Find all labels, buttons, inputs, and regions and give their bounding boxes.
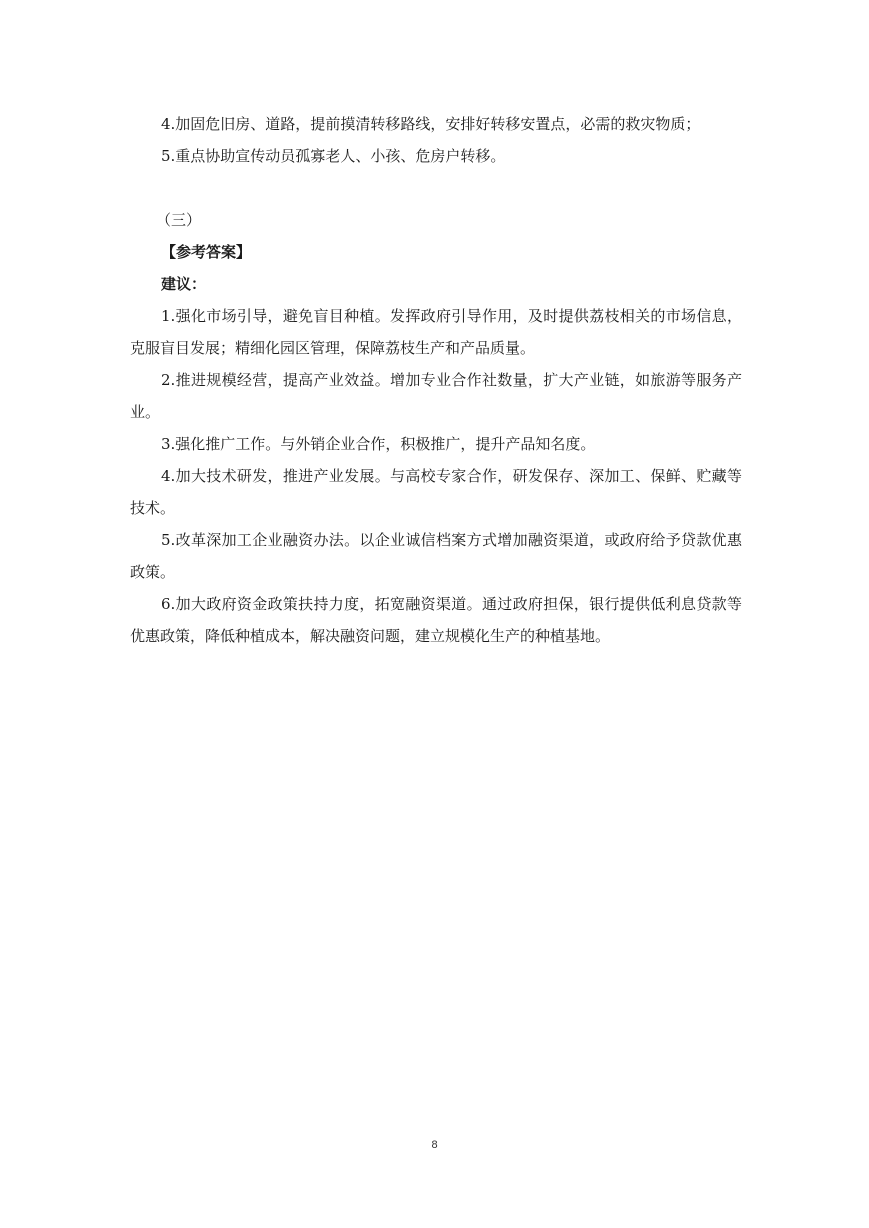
paragraph-item-5: 5.重点协助宣传动员孤寡老人、小孩、危房户转移。 — [161, 147, 506, 165]
suggestion-2: 2.推进规模经营，提高产业效益。增加专业合作社数量，扩大产业链，如旅游等服务产业。 — [130, 371, 742, 421]
suggestion-5: 5.改革深加工企业融资办法。以企业诚信档案方式增加融资渠道，或政府给予贷款优惠政策。 — [130, 531, 742, 581]
paragraph-item-4: 4.加固危旧房、道路，提前摸清转移路线，安排好转移安置点，必需的救灾物质； — [161, 115, 701, 133]
page-number: 8 — [431, 1139, 438, 1151]
answer-heading: 【参考答案】 — [161, 243, 252, 261]
paragraph-gap — [130, 172, 742, 204]
suggestion-heading: 建议： — [161, 275, 207, 293]
suggestion-1: 1.强化市场引导，避免盲目种植。发挥政府引导作用，及时提供荔枝相关的市场信息，克服盲目发展；精细化园区管理，保障荔枝生产和产品质量。 — [130, 307, 742, 357]
suggestion-4: 4.加大技术研发，推进产业发展。与高校专家合作，研发保存、深加工、保鲜、贮藏等技术。 — [130, 467, 742, 517]
section-number: （三） — [156, 211, 202, 229]
suggestion-6: 6.加大政府资金政策扶持力度，拓宽融资渠道。通过政府担保，银行提供低利息贷款等优惠政策，降低种植成本，解决融资问题，建立规模化生产的种植基地。 — [130, 595, 742, 645]
page-content — [130, 108, 742, 652]
suggestion-3: 3.强化推广工作。与外销企业合作，积极推广，提升产品知名度。 — [161, 435, 596, 453]
